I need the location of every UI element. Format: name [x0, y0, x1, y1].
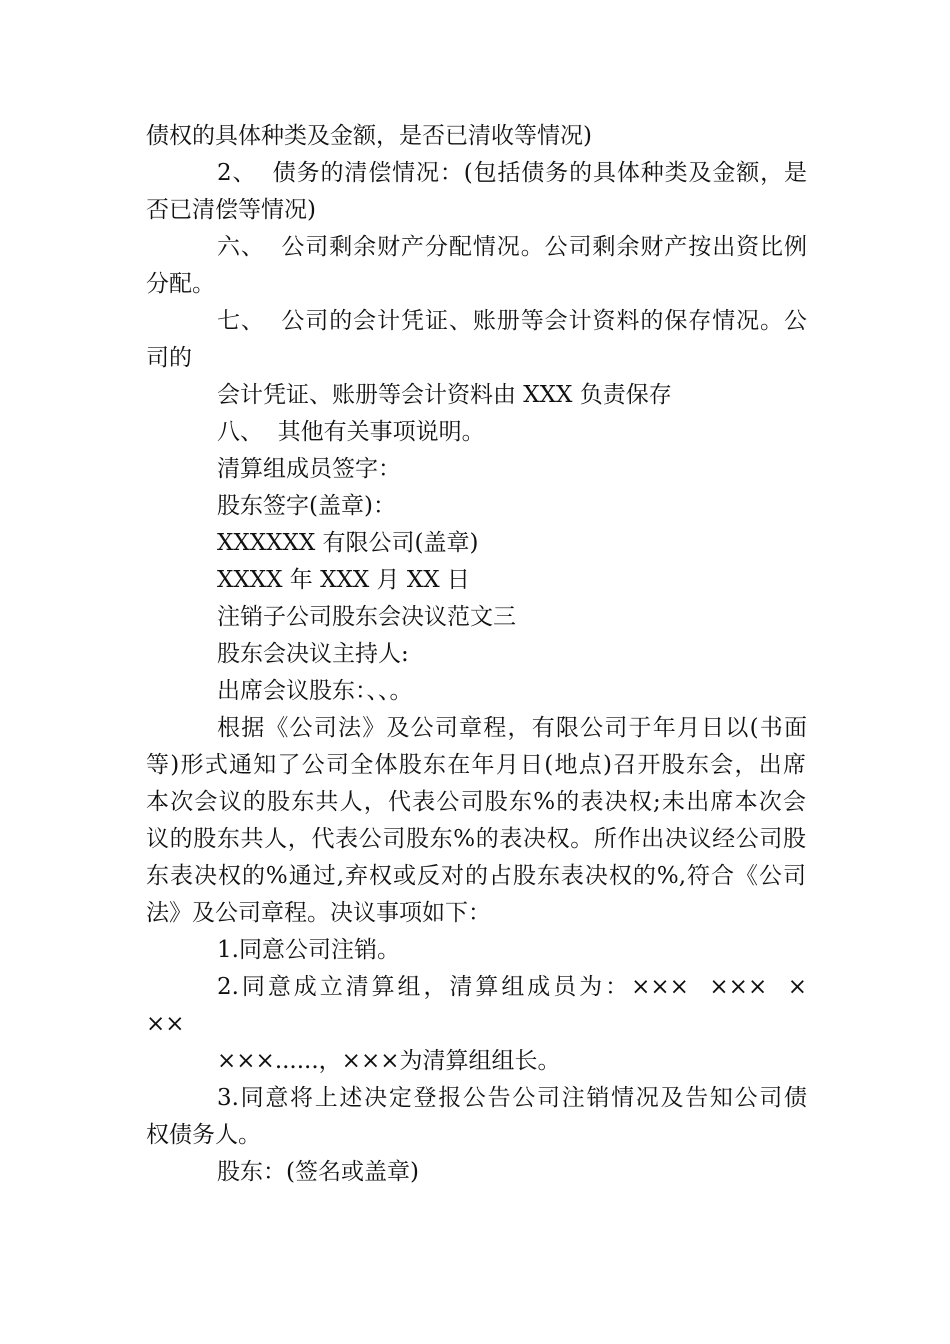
text-line: 会计凭证、账册等会计资料由 XXX 负责保存 [217, 382, 672, 408]
section-heading: 注销子公司股东会决议范文三 [217, 604, 516, 630]
text-line: 权债务人。 [146, 1122, 261, 1148]
text-line: 出席会议股东：、、。 [217, 678, 413, 704]
text-line: 股东会决议主持人: [217, 641, 409, 667]
text-line: 六、 公司剩余财产分配情况。公司剩余财产按出资比例 [217, 234, 807, 260]
text-line: 2、 债务的清偿情况：(包括债务的具体种类及金额，是 [217, 160, 807, 186]
text-line: 议的股东共人，代表公司股东%的表决权。所作出决议经公司股 [146, 826, 806, 852]
text-line: 3.同意将上述决定登报公告公司注销情况及告知公司债 [217, 1085, 807, 1111]
text-line: 本次会议的股东共人，代表公司股东%的表决权;未出席本次会 [146, 789, 806, 815]
text-line: 根据《公司法》及公司章程，有限公司于年月日以(书面 [217, 715, 807, 741]
text-line: 股东签字(盖章)： [217, 493, 396, 519]
text-line: XXXXXX 有限公司(盖章) [217, 530, 479, 556]
text-line: 清算组成员签字： [217, 456, 401, 482]
text-line: 2.同意成立清算组，清算组成员为：××× ××× × [217, 974, 807, 1000]
text-line: 东表决权的%通过,弃权或反对的占股东表决权的%,符合《公司 [146, 863, 806, 889]
text-line: 否已清偿等情况) [146, 197, 316, 223]
text-line: 法》及公司章程。决议事项如下： [146, 900, 491, 926]
text-line: XXXX 年 XXX 月 XX 日 [217, 567, 470, 593]
text-line: 1.同意公司注销。 [217, 937, 400, 963]
text-line: 等)形式通知了公司全体股东在年月日(地点)召开股东会，出席 [146, 752, 806, 778]
text-line: ×××......，×××为清算组组长。 [217, 1048, 561, 1074]
text-line: 股东：(签名或盖章) [217, 1159, 419, 1185]
text-line: 七、 公司的会计凭证、账册等会计资料的保存情况。公 [217, 308, 807, 334]
text-line: ×× [146, 1011, 185, 1037]
text-line: 债权的具体种类及金额，是否已清收等情况) [146, 123, 592, 149]
text-line: 八、 其他有关事项说明。 [217, 419, 485, 445]
text-line: 司的 [146, 345, 192, 371]
text-line: 分配。 [146, 271, 215, 297]
